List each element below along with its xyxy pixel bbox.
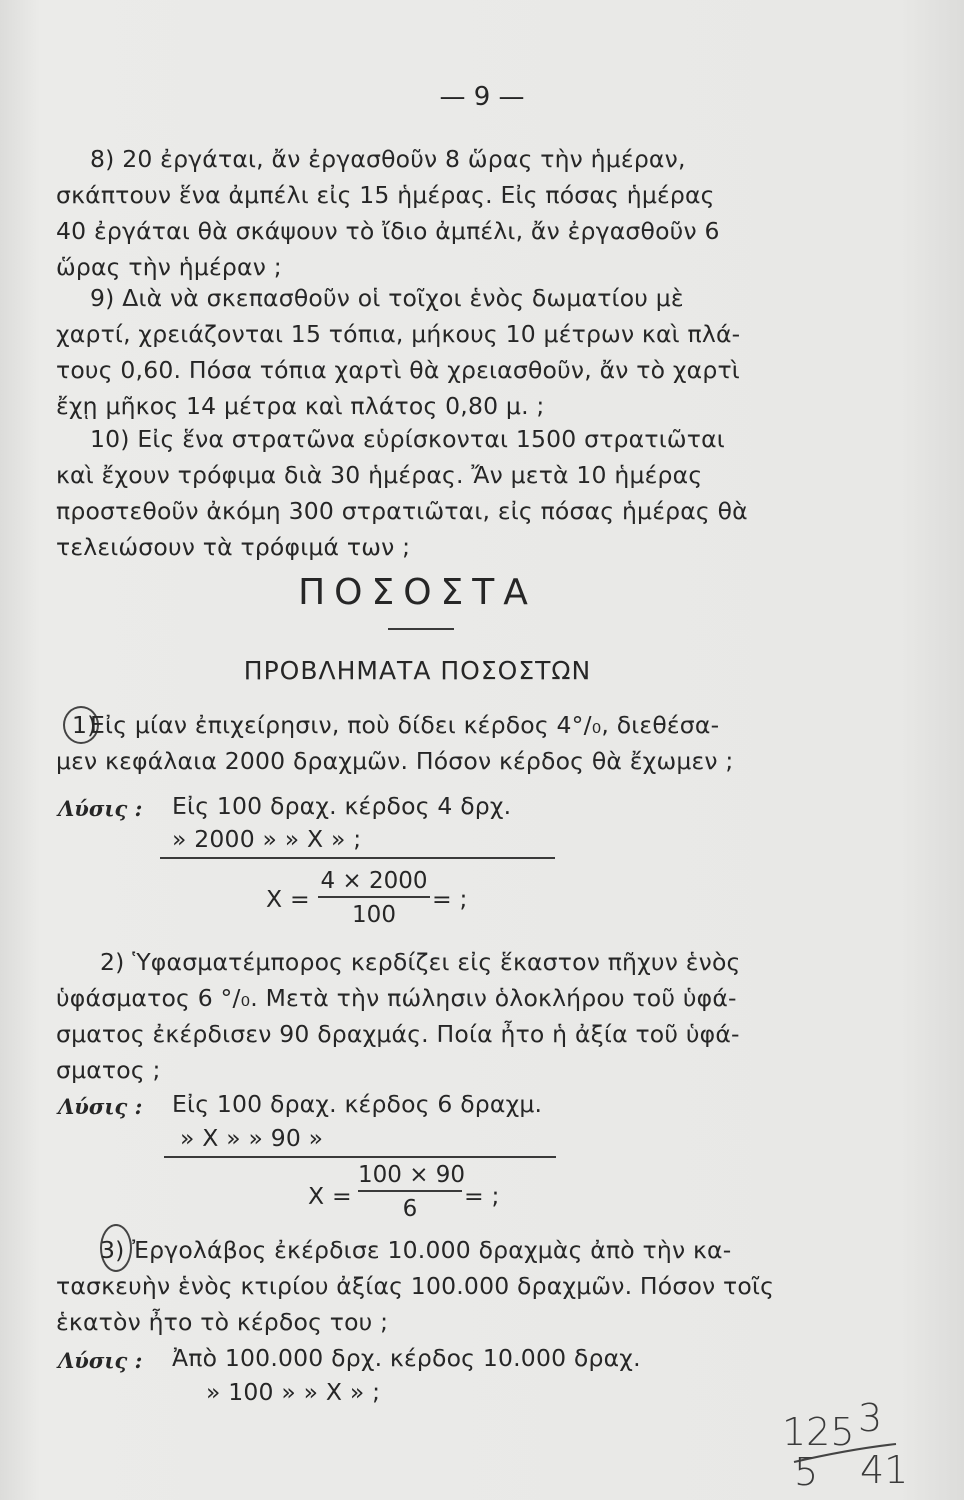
solution-label-3: Λύσις : (58, 1348, 143, 1373)
solution-3-line-1: Ἀπὸ 100.000 δρχ. κέρδος 10.000 δραχ. (172, 1344, 641, 1372)
pct-problem-1-line-2: μεν κεφάλαια 2000 δραχμῶν. Πόσον κέρδος θὰ ἔχωμεν ; (56, 747, 734, 775)
handwritten-number: 125 (782, 1410, 855, 1454)
page-number: — 9 — (439, 82, 525, 112)
solution-2-rule (164, 1156, 556, 1158)
pct-problem-3-line-3: ἑκατὸν ἦτο τὸ κέρδος του ; (56, 1308, 389, 1336)
solution-1-line-2: » 2000 » » Χ » ; (172, 825, 362, 853)
pct-problem-3-line-1: 3) Ἐργολάβος ἐκέρδισε 10.000 δραχμὰς ἀπὸ τὴν κα- (100, 1236, 732, 1264)
problem-10-line-4: τελειώσουν τὰ τρόφιμά των ; (56, 533, 411, 561)
problem-9-line-3: τους 0,60. Πόσα τόπια χαρτὶ θὰ χρειασθοῦν, ἄν τὸ χαρτὶ (56, 356, 740, 384)
solution-2-numerator: 100 × 90 (358, 1162, 466, 1188)
problem-8-line-2: σκάπτουν ἕνα ἀμπέλι εἰς 15 ἡμέρας. Εἰς πόσας ἡμέρας (56, 181, 715, 209)
solution-2-fraction-bar (358, 1190, 462, 1192)
solution-2-line-1: Εἰς 100 δραχ. κέρδος 6 δραχμ. (172, 1090, 543, 1118)
solution-1-rule (160, 857, 555, 859)
problem-10-line-2: καὶ ἔχουν τρόφιμα διὰ 30 ἡμέρας. Ἄν μετὰ 10 ἡμέρας (56, 461, 703, 489)
solution-1-numerator: 4 × 2000 (320, 868, 428, 894)
solution-label-2: Λύσις : (58, 1094, 143, 1119)
solution-1-x-label: Χ = (266, 885, 310, 913)
problem-9-line-1: 9) Διὰ νὰ σκεπασθοῦν οἱ τοῖχοι ἑνὸς δωματίου μὲ (90, 284, 684, 312)
problem-8-line-3: 40 ἐργάται θὰ σκάψουν τὸ ἴδιο ἀμπέλι, ἄν ἐργασθοῦν 6 (56, 217, 720, 245)
solution-2-x-label: Χ = (308, 1182, 352, 1210)
section-title-rule (388, 628, 454, 630)
section-title: ΠΟΣΟΣΤΑ (298, 572, 537, 613)
handwritten-number: 3 (858, 1396, 883, 1440)
problem-10-line-3: προστεθοῦν ἀκόμη 300 στρατιῶται, εἰς πόσας ἡμέρας θὰ (56, 497, 748, 525)
handwritten-number: 41 (860, 1448, 909, 1492)
problem-8-line-1: 8) 20 ἐργάται, ἄν ἐργασθοῦν 8 ὥρας τὴν ἡμέραν, (90, 145, 686, 173)
problem-10-line-1: 10) Εἰς ἕνα στρατῶνα εὑρίσκονται 1500 στρατιῶται (90, 425, 725, 453)
section-subtitle: ΠΡΟΒΛΗΜΑΤΑ ΠΟΣΟΣΤΩΝ (243, 656, 592, 685)
solution-1-eq-end: = ; (432, 885, 468, 913)
solution-1-line-1: Εἰς 100 δραχ. κέρδος 4 δρχ. (172, 792, 512, 820)
pct-problem-2-line-3: σματος ἐκέρδισεν 90 δραχμάς. Ποία ἦτο ἡ ἀξία τοῦ ὑφά- (56, 1020, 740, 1048)
solution-1-fraction-bar (318, 896, 430, 898)
pct-problem-2-line-4: σματος ; (56, 1056, 161, 1084)
pct-problem-2-line-1: 2) Ὑφασματέμπορος κερδίζει εἰς ἕκαστον πῆχυν ἑνὸς (100, 948, 741, 976)
problem-9-line-4: ἔχῃ μῆκος 14 μέτρα καὶ πλάτος 0,80 μ. ; (56, 392, 545, 420)
pct-problem-1-line-1: Εἰς μίαν ἐπιχείρησιν, ποὺ δίδει κέρδος 4°/₀, διεθέσα- (90, 711, 720, 739)
problem-9-line-2: χαρτί, χρειάζονται 15 τόπια, μήκους 10 μέτρων καὶ πλά- (56, 320, 741, 348)
solution-label-1: Λύσις : (58, 796, 143, 821)
pct-problem-2-line-2: ὑφάσματος 6 °/₀. Μετὰ τὴν πώλησιν ὁλοκλήρου τοῦ ὑφά- (56, 984, 737, 1012)
problem-8-line-4: ὥρας τὴν ἡμέραν ; (56, 253, 282, 281)
solution-3-line-2: » 100 » » Χ » ; (206, 1378, 381, 1406)
pct-problem-1-number: 1) (72, 711, 97, 739)
solution-2-denominator: 6 (402, 1196, 418, 1222)
pct-problem-3-line-2: τασκευὴν ἑνὸς κτιρίου ἀξίας 100.000 δραχμῶν. Πόσον τοῖς (56, 1272, 775, 1300)
handwritten-number: 5 (794, 1450, 819, 1494)
solution-2-line-2: » Χ » » 90 » (180, 1124, 324, 1152)
solution-2-eq-end: = ; (464, 1182, 500, 1210)
solution-1-denominator: 100 (352, 902, 396, 928)
